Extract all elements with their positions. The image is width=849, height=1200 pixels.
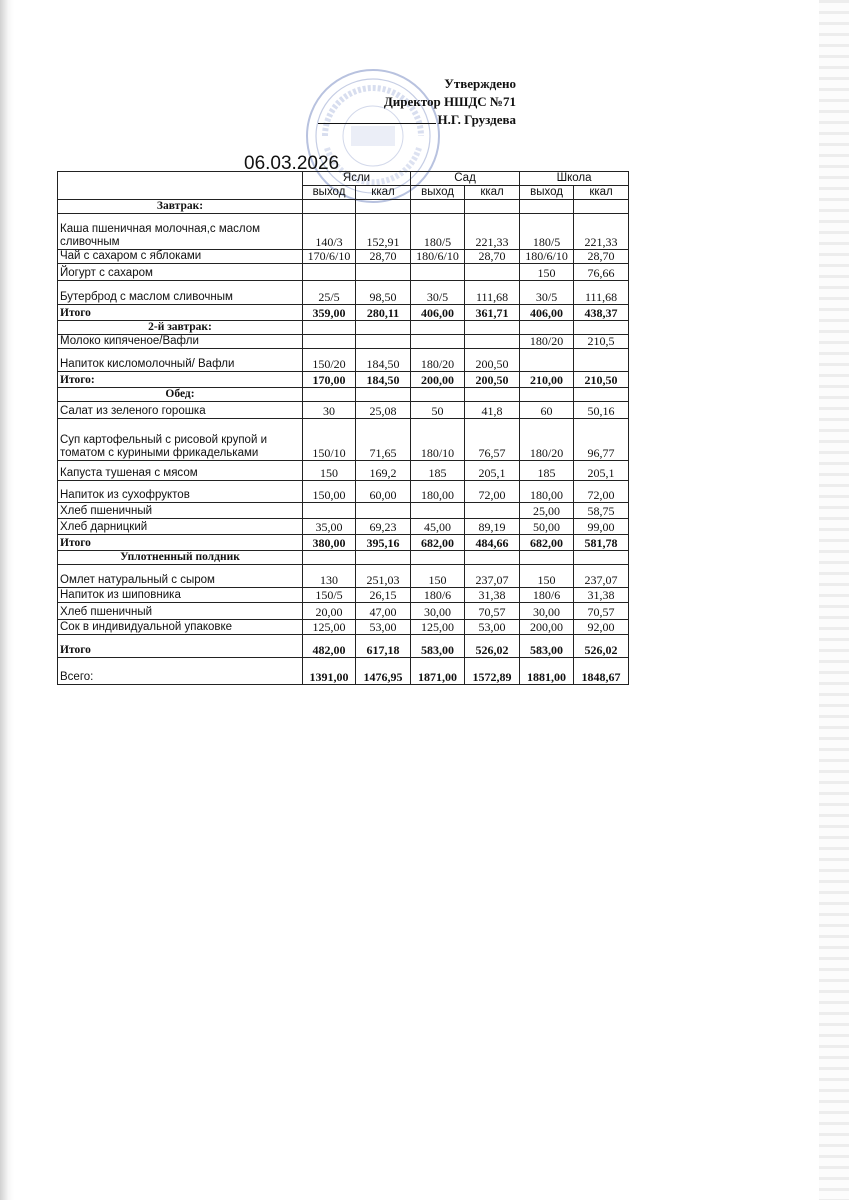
portion-cell: 406,00 [520, 305, 574, 321]
portion-cell: 180/20 [520, 335, 574, 349]
portion-cell: 180/6 [411, 588, 465, 603]
kcal-cell: 28,70 [574, 250, 629, 264]
section-row [58, 388, 629, 402]
portion-cell: 583,00 [411, 635, 465, 658]
empty-cell [411, 200, 465, 214]
dish-row [58, 250, 629, 264]
kcal-cell: 69,23 [356, 519, 411, 535]
portion-cell: 50 [411, 402, 465, 419]
portion-cell: 150,00 [303, 481, 356, 503]
kcal-cell: 210,50 [574, 372, 629, 388]
section-row [58, 200, 629, 214]
empty-cell [303, 200, 356, 214]
dish-name: Молоко кипяченое/Вафли [58, 335, 303, 349]
portion-cell: 180/6 [520, 588, 574, 603]
kcal-cell: 200,50 [465, 372, 520, 388]
portion-cell: 180,00 [520, 481, 574, 503]
header-column: выход [411, 186, 465, 200]
empty-cell [411, 551, 465, 565]
portion-cell: 406,00 [411, 305, 465, 321]
approval-title: Утверждено [444, 76, 516, 91]
empty-cell [465, 200, 520, 214]
portion-cell: 30,00 [411, 603, 465, 620]
dish-row [58, 503, 629, 519]
kcal-cell: 25,08 [356, 402, 411, 419]
kcal-cell: 237,07 [574, 565, 629, 588]
dish-name: Напиток кисломолочный/ Вафли [58, 349, 303, 372]
kcal-cell: 31,38 [465, 588, 520, 603]
kcal-cell: 251,03 [356, 565, 411, 588]
dish-name: Суп картофельный с рисовой крупой и томатом с куриными фрикадельками [58, 419, 303, 461]
portion-cell: 359,00 [303, 305, 356, 321]
kcal-cell: 221,33 [574, 214, 629, 250]
portion-cell: 140/3 [303, 214, 356, 250]
menu-table [57, 171, 629, 685]
portion-cell: 150 [520, 565, 574, 588]
section-title: 2-й завтрак: [58, 321, 303, 335]
dish-row [58, 419, 629, 461]
kcal-cell: 76,66 [574, 264, 629, 281]
section-title: Уплотненный полдник [58, 551, 303, 565]
portion-cell: 185 [520, 461, 574, 481]
kcal-cell: 28,70 [356, 250, 411, 264]
portion-cell [303, 335, 356, 349]
kcal-cell: 205,1 [465, 461, 520, 481]
scan-edge-left [0, 0, 14, 1200]
portion-cell: 150/20 [303, 349, 356, 372]
kcal-cell: 53,00 [465, 620, 520, 635]
portion-cell: 380,00 [303, 535, 356, 551]
kcal-cell [356, 503, 411, 519]
portion-cell [411, 335, 465, 349]
kcal-cell: 111,68 [574, 281, 629, 305]
header-column: выход [520, 186, 574, 200]
dish-name: Сок в индивидуальной упаковке [58, 620, 303, 635]
empty-cell [356, 551, 411, 565]
kcal-cell: 111,68 [465, 281, 520, 305]
dish-row [58, 264, 629, 281]
portion-cell: 180/20 [520, 419, 574, 461]
portion-cell: 682,00 [520, 535, 574, 551]
portion-cell [411, 503, 465, 519]
dish-row [58, 349, 629, 372]
portion-cell: 30/5 [520, 281, 574, 305]
dish-name: Бутерброд с маслом сливочным [58, 281, 303, 305]
total-label: Итого: [58, 372, 303, 388]
kcal-cell: 31,38 [574, 588, 629, 603]
section-row [58, 321, 629, 335]
dish-name: Хлеб пшеничный [58, 603, 303, 620]
portion-cell: 1391,00 [303, 658, 356, 685]
dish-name: Чай с сахаром с яблоками [58, 250, 303, 264]
portion-cell: 1881,00 [520, 658, 574, 685]
portion-cell [411, 264, 465, 281]
empty-cell [520, 551, 574, 565]
portion-cell: 25/5 [303, 281, 356, 305]
empty-cell [303, 388, 356, 402]
dish-name: Салат из зеленого горошка [58, 402, 303, 419]
portion-cell: 35,00 [303, 519, 356, 535]
header-corner [58, 172, 303, 200]
portion-cell: 150 [520, 264, 574, 281]
portion-cell: 30/5 [411, 281, 465, 305]
empty-cell [356, 200, 411, 214]
dish-name: Напиток из шиповника [58, 588, 303, 603]
empty-cell [520, 388, 574, 402]
kcal-cell: 152,91 [356, 214, 411, 250]
menu-date: 06.03.2026 [244, 153, 340, 174]
dish-row [58, 461, 629, 481]
portion-cell: 50,00 [520, 519, 574, 535]
kcal-cell [574, 349, 629, 372]
dish-name: Хлеб пшеничный [58, 503, 303, 519]
total-label: Итого [58, 535, 303, 551]
kcal-cell: 41,8 [465, 402, 520, 419]
approval-signatory: Н.Г. Груздева [437, 112, 516, 127]
empty-cell [465, 321, 520, 335]
portion-cell: 125,00 [303, 620, 356, 635]
header-group: Сад [411, 172, 520, 186]
kcal-cell: 395,16 [356, 535, 411, 551]
portion-cell: 583,00 [520, 635, 574, 658]
portion-cell: 170/6/10 [303, 250, 356, 264]
empty-cell [465, 551, 520, 565]
kcal-cell [465, 264, 520, 281]
empty-cell [465, 388, 520, 402]
empty-cell [520, 200, 574, 214]
portion-cell: 1871,00 [411, 658, 465, 685]
kcal-cell: 71,65 [356, 419, 411, 461]
approval-block [318, 75, 516, 129]
kcal-cell: 70,57 [574, 603, 629, 620]
portion-cell: 150/5 [303, 588, 356, 603]
kcal-cell: 96,77 [574, 419, 629, 461]
dish-row [58, 214, 629, 250]
approval-signature [318, 111, 516, 129]
portion-cell [520, 349, 574, 372]
kcal-cell [356, 264, 411, 281]
portion-cell: 180/6/10 [520, 250, 574, 264]
dish-row [58, 335, 629, 349]
grand-total-row [58, 658, 629, 685]
signature-line [318, 123, 436, 124]
dish-name: Омлет натуральный с сыром [58, 565, 303, 588]
total-label: Итого [58, 635, 303, 658]
kcal-cell: 210,5 [574, 335, 629, 349]
dish-row [58, 402, 629, 419]
kcal-cell: 438,37 [574, 305, 629, 321]
header-column: ккал [465, 186, 520, 200]
kcal-cell: 617,18 [356, 635, 411, 658]
portion-cell: 682,00 [411, 535, 465, 551]
kcal-cell: 28,70 [465, 250, 520, 264]
kcal-cell: 200,50 [465, 349, 520, 372]
subtotal-row [58, 535, 629, 551]
portion-cell: 180/10 [411, 419, 465, 461]
dish-name: Напиток из сухофруктов [58, 481, 303, 503]
portion-cell: 150 [411, 565, 465, 588]
empty-cell [574, 321, 629, 335]
kcal-cell: 1572,89 [465, 658, 520, 685]
kcal-cell: 237,07 [465, 565, 520, 588]
header-column: ккал [574, 186, 629, 200]
portion-cell: 30,00 [520, 603, 574, 620]
kcal-cell: 221,33 [465, 214, 520, 250]
empty-cell [356, 388, 411, 402]
portion-cell: 170,00 [303, 372, 356, 388]
portion-cell: 180/6/10 [411, 250, 465, 264]
subtotal-row [58, 305, 629, 321]
portion-cell [303, 503, 356, 519]
kcal-cell: 169,2 [356, 461, 411, 481]
header-groups-row [58, 172, 629, 186]
kcal-cell [356, 335, 411, 349]
empty-cell [303, 551, 356, 565]
empty-cell [411, 388, 465, 402]
dish-row [58, 620, 629, 635]
empty-cell [574, 200, 629, 214]
kcal-cell: 26,15 [356, 588, 411, 603]
portion-cell: 125,00 [411, 620, 465, 635]
subtotal-row [58, 635, 629, 658]
portion-cell: 130 [303, 565, 356, 588]
empty-cell [411, 321, 465, 335]
portion-cell: 60 [520, 402, 574, 419]
kcal-cell: 184,50 [356, 349, 411, 372]
portion-cell: 150 [303, 461, 356, 481]
header-group: Школа [520, 172, 629, 186]
kcal-cell: 92,00 [574, 620, 629, 635]
dish-row [58, 588, 629, 603]
empty-cell [356, 321, 411, 335]
kcal-cell: 72,00 [574, 481, 629, 503]
portion-cell: 25,00 [520, 503, 574, 519]
portion-cell: 180/20 [411, 349, 465, 372]
kcal-cell: 72,00 [465, 481, 520, 503]
kcal-cell: 60,00 [356, 481, 411, 503]
portion-cell: 210,00 [520, 372, 574, 388]
dish-row [58, 519, 629, 535]
dish-name: Капуста тушеная с мясом [58, 461, 303, 481]
portion-cell [303, 264, 356, 281]
dish-name: Хлеб дарницкий [58, 519, 303, 535]
empty-cell [574, 551, 629, 565]
portion-cell: 180/5 [520, 214, 574, 250]
scan-edge-right [819, 0, 849, 1200]
kcal-cell: 89,19 [465, 519, 520, 535]
header-column: ккал [356, 186, 411, 200]
kcal-cell: 280,11 [356, 305, 411, 321]
kcal-cell: 53,00 [356, 620, 411, 635]
kcal-cell: 76,57 [465, 419, 520, 461]
kcal-cell: 205,1 [574, 461, 629, 481]
portion-cell: 20,00 [303, 603, 356, 620]
header-group: Ясли [303, 172, 411, 186]
kcal-cell: 526,02 [465, 635, 520, 658]
kcal-cell: 58,75 [574, 503, 629, 519]
kcal-cell: 184,50 [356, 372, 411, 388]
kcal-cell: 1476,95 [356, 658, 411, 685]
dish-row [58, 481, 629, 503]
kcal-cell: 484,66 [465, 535, 520, 551]
portion-cell: 180,00 [411, 481, 465, 503]
section-title: Обед: [58, 388, 303, 402]
kcal-cell: 361,71 [465, 305, 520, 321]
dish-row [58, 603, 629, 620]
subtotal-row [58, 372, 629, 388]
kcal-cell [465, 335, 520, 349]
kcal-cell: 47,00 [356, 603, 411, 620]
kcal-cell: 70,57 [465, 603, 520, 620]
empty-cell [303, 321, 356, 335]
dish-name: Каша пшеничная молочная,с маслом сливочным [58, 214, 303, 250]
dish-row [58, 281, 629, 305]
kcal-cell: 526,02 [574, 635, 629, 658]
portion-cell: 30 [303, 402, 356, 419]
header-column: выход [303, 186, 356, 200]
portion-cell: 185 [411, 461, 465, 481]
empty-cell [574, 388, 629, 402]
menu-table-body [58, 172, 629, 685]
portion-cell: 45,00 [411, 519, 465, 535]
total-label: Итого [58, 305, 303, 321]
approval-position: Директор НШДС №71 [383, 94, 516, 109]
empty-cell [520, 321, 574, 335]
portion-cell: 200,00 [411, 372, 465, 388]
kcal-cell [465, 503, 520, 519]
kcal-cell: 1848,67 [574, 658, 629, 685]
portion-cell: 150/10 [303, 419, 356, 461]
section-title: Завтрак: [58, 200, 303, 214]
kcal-cell: 50,16 [574, 402, 629, 419]
portion-cell: 200,00 [520, 620, 574, 635]
dish-name: Йогурт с сахаром [58, 264, 303, 281]
dish-row [58, 565, 629, 588]
portion-cell: 180/5 [411, 214, 465, 250]
portion-cell: 482,00 [303, 635, 356, 658]
kcal-cell: 98,50 [356, 281, 411, 305]
section-row [58, 551, 629, 565]
total-label: Всего: [58, 658, 303, 685]
kcal-cell: 581,78 [574, 535, 629, 551]
kcal-cell: 99,00 [574, 519, 629, 535]
